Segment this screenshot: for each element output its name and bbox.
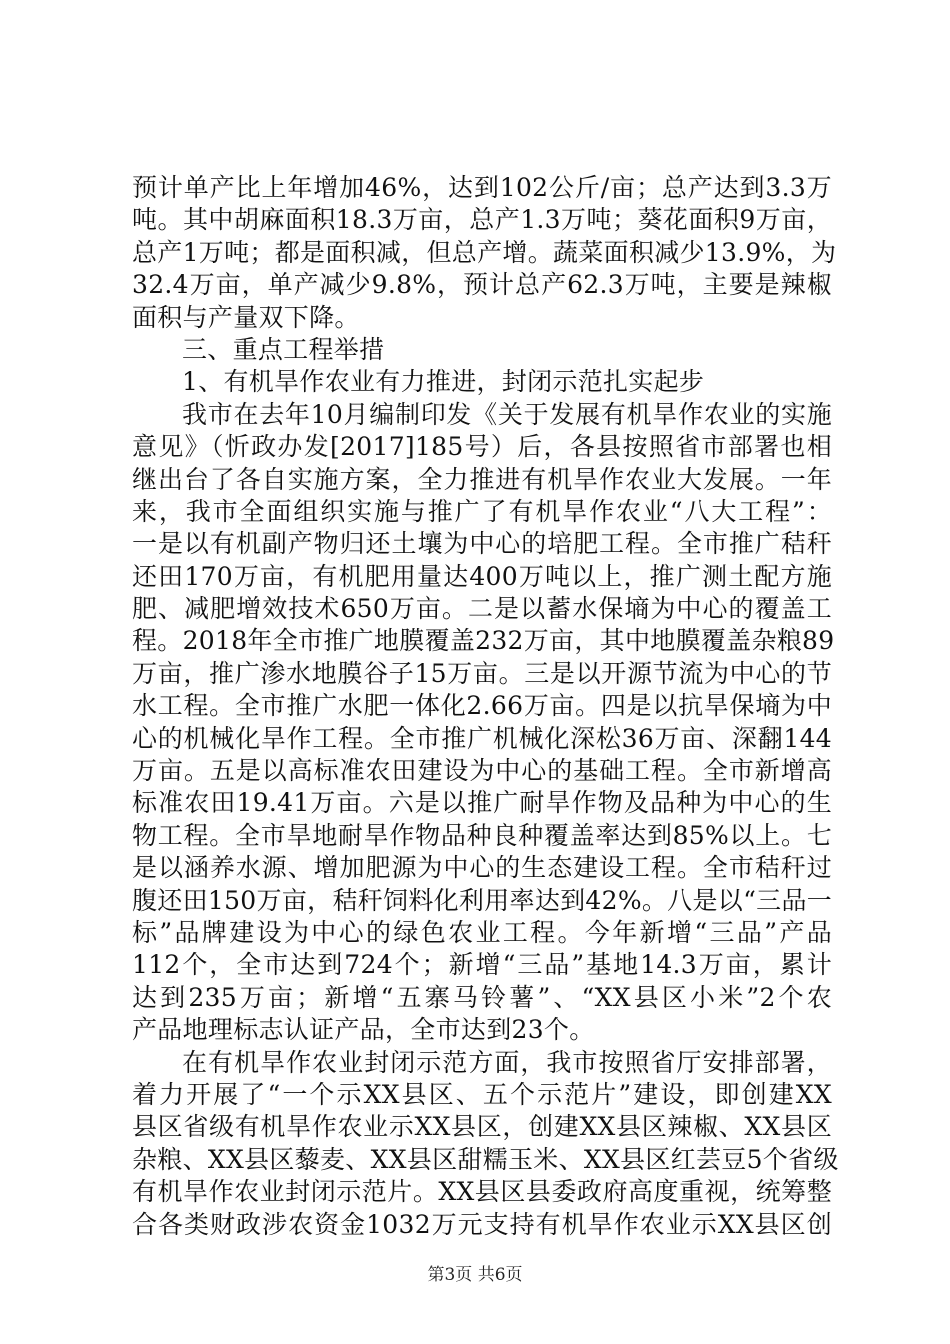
text-line: 112个，全市达到724个；新增“三品”基地14.3万亩，累计 <box>132 950 832 980</box>
text-line: 水工程。全市推广水肥一体化2.66万亩。四是以抗旱保墒为中 <box>132 691 832 721</box>
text-line: 着力开展了“一个示XX县区、五个示范片”建设，即创建XX <box>132 1079 832 1109</box>
text-line: 万亩，推广渗水地膜谷子15万亩。三是以开源节流为中心的节 <box>132 658 832 688</box>
text-line: 总产1万吨；都是面积减，但总产增。蔬菜面积减少13.9%，为 <box>132 237 837 267</box>
text-line: 32.4万亩，单产减少9.8%，预计总产62.3万吨，主要是辣椒 <box>132 270 832 300</box>
text-line: 来，我市全面组织实施与推广了有机旱作农业“八大工程”： <box>132 496 832 526</box>
text-line: 在有机旱作农业封闭示范方面，我市按照省厅安排部署， <box>182 1047 832 1077</box>
text-line: 万亩。五是以高标准农田建设为中心的基础工程。全市新增高 <box>132 756 832 786</box>
text-line: 预计单产比上年增加46%，达到102公斤/亩；总产达到3.3万 <box>132 173 832 202</box>
text-line: 一是以有机副产物归还土壤为中心的培肥工程。全市推广秸秆 <box>132 529 832 559</box>
text-line: 标准农田19.41万亩。六是以推广耐旱作物及品种为中心的生 <box>132 788 832 818</box>
text-line: 三、重点工程举措 <box>182 334 385 364</box>
text-line: 1、有机旱作农业有力推进，封闭示范扎实起步 <box>182 367 705 397</box>
text-line: 产品地理标志认证产品，全市达到23个。 <box>132 1015 595 1045</box>
text-line: 达到235万亩；新增“五寨马铃薯”、“XX县区小米”2个农 <box>132 982 832 1012</box>
text-line: 吨。其中胡麻面积18.3万亩，总产1.3万吨；葵花面积9万亩， <box>132 205 832 235</box>
text-line: 面积与产量双下降。 <box>132 302 360 332</box>
text-line: 合各类财政涉农资金1032万元支持有机旱作农业示XX县区创 <box>132 1209 832 1239</box>
text-line: 物工程。全市旱地耐旱作物品种良种覆盖率达到85%以上。七 <box>132 820 832 850</box>
text-line: 标”品牌建设为中心的绿色农业工程。今年新增“三品”产品 <box>132 917 832 947</box>
text-line: 意见》（忻政办发[2017]185号）后，各县按照省市部署也相 <box>132 432 832 462</box>
text-line: 还田170万亩，有机肥用量达400万吨以上，推广测土配方施 <box>132 561 832 591</box>
text-line: 腹还田150万亩，秸秆饲料化利用率达到42%。八是以“三品一 <box>132 885 833 915</box>
text-line: 肥、减肥增效技术650万亩。二是以蓄水保墒为中心的覆盖工 <box>132 594 832 624</box>
text-line: 县区省级有机旱作农业示XX县区，创建XX县区辣椒、XX县区 <box>132 1112 832 1142</box>
text-line: 心的机械化旱作工程。全市推广机械化深松36万亩、深翻144 <box>132 723 832 753</box>
page-footer: 第3页 共6页 <box>427 1265 523 1285</box>
text-line: 我市在去年10月编制印发《关于发展有机旱作农业的实施 <box>182 399 832 429</box>
text-line: 有机旱作农业封闭示范片。XX县区县委政府高度重视，统筹整 <box>132 1177 832 1207</box>
text-line: 杂粮、XX县区藜麦、XX县区甜糯玉米、XX县区红芸豆5个省级 <box>132 1144 839 1174</box>
document-body <box>132 172 839 1241</box>
text-line: 程。2018年全市推广地膜覆盖232万亩，其中地膜覆盖杂粮89 <box>132 626 835 656</box>
text-line: 继出台了各自实施方案，全力推进有机旱作农业大发展。一年 <box>132 464 832 494</box>
text-line: 是以涵养水源、增加肥源为中心的生态建设工程。全市秸秆过 <box>132 853 832 883</box>
